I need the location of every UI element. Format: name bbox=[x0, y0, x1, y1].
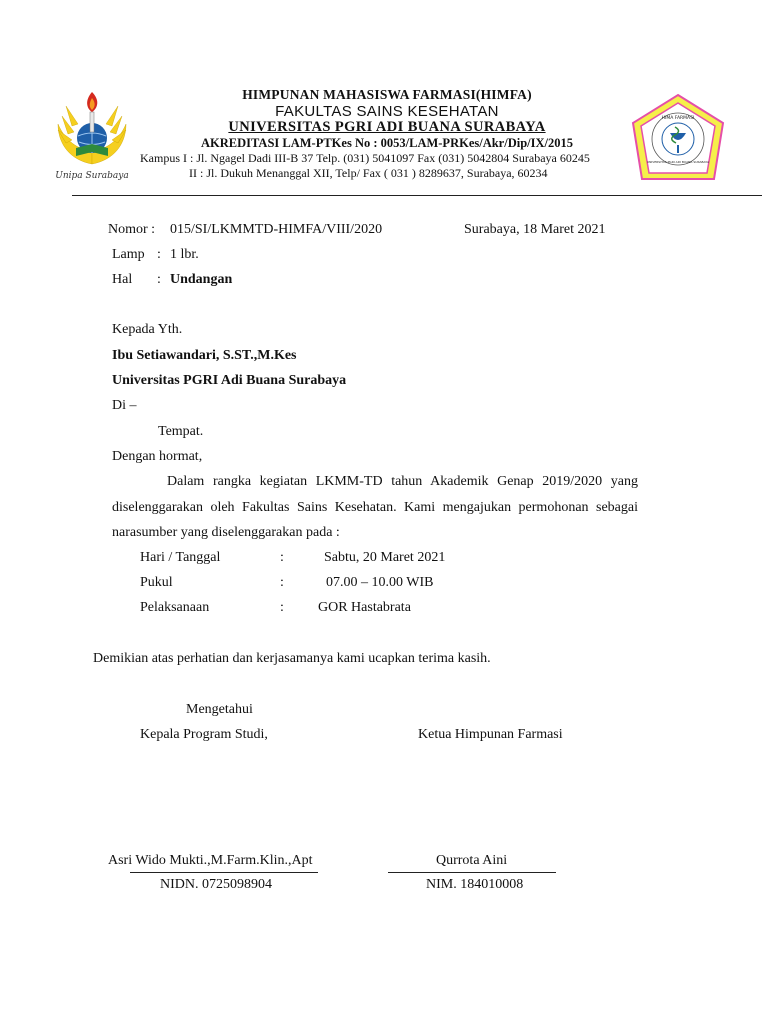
detail-colon-venue: : bbox=[280, 600, 284, 615]
hal-colon: : bbox=[157, 272, 161, 287]
hima-farmasi-emblem-icon bbox=[630, 93, 726, 181]
header-address-1: Kampus I : Jl. Ngagel Dadi III-B 37 Telp. (031) 5041097 Fax (031) 5042804 Surabaya 60245 bbox=[140, 151, 590, 165]
detail-value-date: Sabtu, 20 Maret 2021 bbox=[324, 550, 446, 565]
detail-value-venue: GOR Hastabrata bbox=[318, 600, 411, 615]
right-signature-line bbox=[388, 872, 556, 873]
detail-label-venue: Pelaksanaan bbox=[140, 600, 210, 615]
left-signatory-id: NIDN. 0725098904 bbox=[160, 877, 272, 892]
detail-value-time: 07.00 – 10.00 WIB bbox=[326, 575, 434, 590]
header-accreditation: AKREDITASI LAM-PTKes No : 0053/LAM-PRKes/Akr/Dip/IX/2015 bbox=[201, 136, 573, 150]
header-university: UNIVERSITAS PGRI ADI BUANA SURABAYA bbox=[228, 119, 546, 135]
hima-farmasi-logo bbox=[630, 93, 726, 181]
nomor-value: 015/SI/LKMMTD-HIMFA/VIII/2020 bbox=[170, 222, 383, 237]
hal-label: Hal bbox=[112, 272, 133, 287]
nomor-label: Nomor : bbox=[108, 222, 156, 237]
right-signatory-name: Qurrota Aini bbox=[436, 853, 508, 868]
detail-colon-date: : bbox=[280, 550, 284, 565]
recipient-institution: Universitas PGRI Adi Buana Surabaya bbox=[112, 373, 347, 388]
hima-top-text: HIMA FARMASI bbox=[661, 116, 695, 121]
unipa-emblem-icon bbox=[52, 86, 132, 170]
header-divider bbox=[72, 195, 762, 196]
body-paragraph: Dalam rangka kegiatan LKMM-TD tahun Akademik Genap 2019/2020 yang diselenggarakan oleh Fakultas Sains Kesehatan. Kami mengajukan permohonan sebagai narasumber yang diselenggarakan pada : bbox=[112, 474, 638, 540]
recipient-name: Ibu Setiawandari, S.ST.,M.Kes bbox=[112, 348, 297, 363]
left-signatory-title: Kepala Program Studi, bbox=[140, 727, 268, 742]
header-address-2: II : Jl. Dukuh Menanggal XII, Telp/ Fax ( 031 ) 8289637, Surabaya, 60234 bbox=[189, 166, 548, 180]
unipa-logo bbox=[52, 86, 132, 182]
closing-sentence: Demikian atas perhatian dan kerjasamanya kami ucapkan terima kasih. bbox=[93, 651, 491, 666]
recipient-di: Di – bbox=[112, 398, 137, 413]
mengetahui: Mengetahui bbox=[186, 702, 253, 717]
lamp-colon: : bbox=[157, 247, 161, 262]
left-signature-line bbox=[130, 872, 318, 873]
detail-colon-time: : bbox=[280, 575, 284, 590]
right-signatory-id: NIM. 184010008 bbox=[426, 877, 524, 892]
hima-bottom-text: UNIVERSITAS PGRI ADI BUANA SURABAYA bbox=[646, 160, 710, 164]
greeting: Dengan hormat, bbox=[112, 449, 203, 464]
lamp-value: 1 lbr. bbox=[170, 247, 199, 262]
recipient-tempat: Tempat. bbox=[158, 424, 204, 439]
header-faculty: FAKULTAS SAINS KESEHATAN bbox=[275, 103, 499, 120]
detail-label-date: Hari / Tanggal bbox=[140, 550, 221, 565]
kepada-yth: Kepada Yth. bbox=[112, 322, 183, 337]
letter-date: Surabaya, 18 Maret 2021 bbox=[464, 222, 606, 237]
header-org: HIMPUNAN MAHASISWA FARMASI(HIMFA) bbox=[242, 87, 532, 102]
hal-value: Undangan bbox=[170, 272, 233, 287]
detail-label-time: Pukul bbox=[140, 575, 173, 590]
right-signatory-title: Ketua Himpunan Farmasi bbox=[418, 727, 563, 742]
lamp-label: Lamp bbox=[112, 247, 145, 262]
left-signatory-name: Asri Wido Mukti.,M.Farm.Klin.,Apt bbox=[108, 853, 313, 868]
unipa-caption: Unipa Surabaya bbox=[55, 171, 129, 181]
